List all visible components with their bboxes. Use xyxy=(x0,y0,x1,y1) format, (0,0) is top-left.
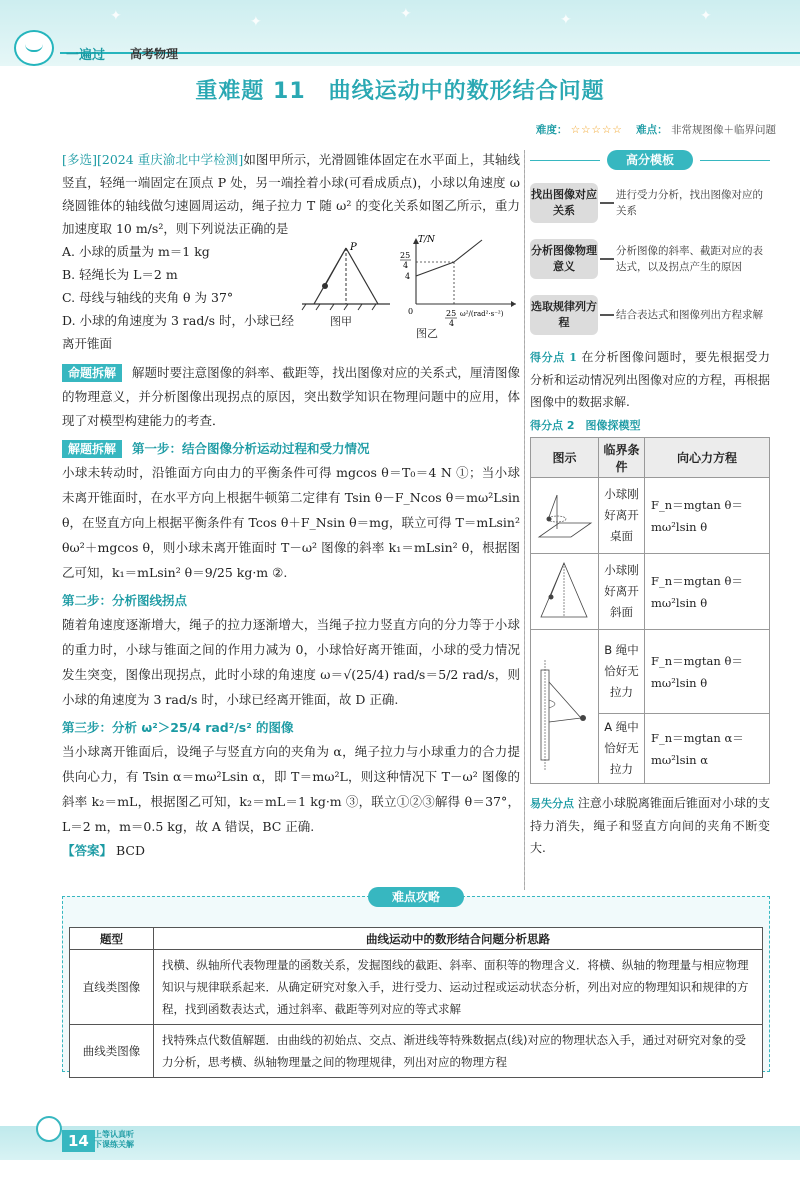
table-ball-diagram xyxy=(531,479,597,549)
footer-slogan-line2: 下课练关解 xyxy=(94,1140,134,1149)
proposition-text: 解题时要注意图像的斜率、截距等，找出图像对应的关系式，厘清图像的物理意义，并分析图像出现拐点的原因，突出数学知识在物理问题中的应用，体现了对模型构建能力的考查． xyxy=(62,365,520,428)
problem-statement xyxy=(62,148,520,240)
difficulty-stars: ☆☆☆☆☆ xyxy=(570,124,623,136)
difficulty-row xyxy=(536,122,776,137)
solution-tag: 解题拆解 xyxy=(62,440,122,458)
proposition-tag: 命题拆解 xyxy=(62,364,122,382)
model-condition: B 绳中恰好无拉力 xyxy=(599,630,645,714)
strategy-text: 找特殊点代数值解题．由曲线的初始点、交点、渐进线等特殊数据点(线)对应的物理状态入手，通过对研究对象的受力分析，思考横、纵轴物理量之间的物理规律，列出对应的物理方程 xyxy=(154,1025,763,1078)
model-row xyxy=(531,630,770,714)
step3-text: 当小球离开锥面后，设绳子与竖直方向的夹角为 α，绳子拉力与小球重力的合力提供向心力，有 Tsin α＝mω²Lsin α，即 T＝mω²L，则这种情况下 T－ω² 图像的斜率 k₂＝mL，根据图乙可知，k₂＝mL＝1 kg·m ③，联立①②③解得 θ＝37°，L＝2 m，m＝0.5 kg，故 A 错误，BC 正确. xyxy=(62,744,520,834)
graph-xtick-num: 25 xyxy=(446,309,457,318)
point-label: 难点： xyxy=(636,124,668,136)
model-condition: 小球刚好离开桌面 xyxy=(599,478,645,554)
option-c: C. 母线与轴线的夹角 θ 为 37° xyxy=(62,290,234,305)
graph-y-label: T/N xyxy=(418,235,435,245)
subject-name: 高考物理 xyxy=(130,47,179,61)
option-b: B. 轻绳长为 L＝2 m xyxy=(62,267,178,282)
template-rule-right xyxy=(700,160,770,161)
brand-name: 一遍过 xyxy=(66,48,106,63)
graph-ytick2: 4 xyxy=(405,272,411,281)
problem-tag: [多选][2024 重庆渝北中学检测] xyxy=(62,152,244,167)
model-row xyxy=(531,554,770,630)
graph-ytick1-den: 4 xyxy=(403,261,409,270)
figure-b-caption: 图乙 xyxy=(416,327,438,340)
column-divider xyxy=(524,150,525,890)
star-decoration: ✦ xyxy=(400,6,412,22)
option-d: D. 小球的角速度为 3 rad/s 时，小球已经离开锥面 xyxy=(62,313,294,351)
point-value: 非常规图像＋临界问题 xyxy=(671,124,776,136)
model-equation-line2: mω²lsin θ xyxy=(651,675,708,690)
flow-step-box: 分析图像物理意义 xyxy=(530,239,598,279)
mascot-icon xyxy=(36,1116,62,1142)
arrow-icon xyxy=(600,258,614,260)
problem-text: 如图甲所示，光滑圆锥体固定在水平面上，其轴线竖直，轻绳一端固定在顶点 P 处，另一端拴着小球(可看成质点)，小球以角速度 ω 绕圆锥体的轴线做匀速圆周运动，绳子拉力 T 随 ω² 的变化关系如图乙所示，重力加速度取 10 m/s²，则下列说法正确的是 xyxy=(62,152,520,236)
model-equation xyxy=(645,714,770,784)
step2-text: 随着角速度逐渐增大，绳子的拉力逐渐增大，当绳子拉力竖直方向的分力等于小球的重力时，小球与锥面之间的作用力减为 0，小球恰好离开锥面，小球的受力情况发生突变，图像出现拐点，此时小球的角速度 ω＝√(25/4) rad/s＝5/2 rad/s，则小球的角速度为 3 rad/s 时，小球已经离开锥面，故 D 正确. xyxy=(62,617,520,707)
easy-wrong-point xyxy=(530,792,770,859)
model-table-header: 临界条件 xyxy=(599,438,645,478)
answer-line xyxy=(62,839,520,862)
model-equation-line1: F_n＝mgtan θ＝ xyxy=(651,653,743,668)
flow-step-desc: 分析图像的斜率、截距对应的表达式，以及拐点产生的原因 xyxy=(616,245,763,273)
step2-title: 第二步：分析图线拐点 xyxy=(62,593,188,608)
flow-step-box: 选取规律列方程 xyxy=(530,295,598,335)
table-cone-diagram xyxy=(531,555,597,625)
figure-cone xyxy=(300,240,392,318)
strategy-header: 题型 xyxy=(70,928,154,950)
header-band xyxy=(0,0,800,66)
model-table-header: 图示 xyxy=(531,438,599,478)
score-point-2-head: 得分点 2 图像探模型 xyxy=(530,419,641,432)
model-equation-line2: mω²lsin θ xyxy=(651,519,708,534)
page-number: 14 xyxy=(62,1130,95,1152)
strategy-row xyxy=(70,1025,763,1078)
arrow-icon xyxy=(600,202,614,204)
star-decoration: ✦ xyxy=(560,12,572,28)
strategy-text: 找横、纵轴所代表物理量的函数关系，发掘图线的截距、斜率、面积等的物理含义．将横、纵轴的物理量与相应物理知识与规律联系起来．从确定研究对象入手，进行受力、运动过程或运动状态分析，列出对应的物理知识和规律的方程，找到函数表达式，通过斜率、截距等列对应的等式求解 xyxy=(154,950,763,1025)
page-title: 重难题 11 曲线运动中的数形结合问题 xyxy=(195,79,605,104)
flow-step xyxy=(530,178,770,228)
easy-wrong-head: 易失分点 xyxy=(530,797,575,810)
answer-value: BCD xyxy=(116,843,146,858)
sidebar xyxy=(530,150,770,859)
model-condition: A 绳中恰好无拉力 xyxy=(599,714,645,784)
figures xyxy=(300,235,522,340)
template-header xyxy=(530,150,770,170)
score-point-1-head: 得分点 1 xyxy=(530,351,577,364)
model-equation-line1: F_n＝mgtan α＝ xyxy=(651,730,744,745)
flow-step xyxy=(530,290,770,340)
strategy-title: 难点攻略 xyxy=(368,887,464,907)
model-diagram xyxy=(531,630,599,784)
footer-slogan-line1: 上等认真听 xyxy=(94,1130,134,1139)
model-row xyxy=(531,478,770,554)
graph-ytick1-num: 25 xyxy=(400,251,411,260)
main-column xyxy=(62,148,520,862)
star-decoration: ✦ xyxy=(700,8,712,24)
model-table-header: 向心力方程 xyxy=(645,438,770,478)
option-a: A. 小球的质量为 m＝1 kg xyxy=(62,244,210,259)
strategy-box xyxy=(62,890,770,1072)
mascot-logo-icon xyxy=(14,30,54,66)
model-equation xyxy=(645,554,770,630)
model-equation-line1: F_n＝mgtan θ＝ xyxy=(651,573,743,588)
model-equation xyxy=(645,478,770,554)
cone-apex-label: P xyxy=(350,242,357,253)
graph-xtick-den: 4 xyxy=(449,319,455,328)
step1-title: 第一步：结合图像分析运动过程和受力情况 xyxy=(132,441,370,456)
difficulty-label: 难度： xyxy=(535,124,568,136)
template-title: 高分模板 xyxy=(607,150,693,170)
flow-step xyxy=(530,234,770,284)
graph-origin: 0 xyxy=(408,307,414,316)
strategy-table xyxy=(69,927,763,1078)
table-rod-diagram xyxy=(531,630,597,780)
model-diagram xyxy=(531,478,599,554)
model-table xyxy=(530,437,770,784)
arrow-icon xyxy=(600,314,614,316)
star-decoration: ✦ xyxy=(110,8,122,24)
star-decoration: ✦ xyxy=(250,14,262,30)
model-equation-line2: mω²lsin α xyxy=(651,752,708,767)
solution-header xyxy=(62,437,520,460)
model-condition: 小球刚好离开斜面 xyxy=(599,554,645,630)
step3-title: 第三步：分析 ω²＞25/4 rad²/s² 的图像 xyxy=(62,720,294,735)
strategy-header: 曲线运动中的数形结合问题分析思路 xyxy=(154,928,763,950)
proposition-analysis xyxy=(62,361,520,433)
flow-step-desc: 结合表达式和图像列出方程求解 xyxy=(616,309,763,321)
model-equation-line1: F_n＝mgtan θ＝ xyxy=(651,497,743,512)
model-equation-line2: mω²lsin θ xyxy=(651,595,708,610)
score-point-1-text: 在分析图像问题时，要先根据受力分析和运动情况列出图像对应的方程，再根据图像中的数据求解. xyxy=(530,350,771,409)
strategy-row xyxy=(70,950,763,1025)
step1-text: 小球未转动时，沿锥面方向由力的平衡条件可得 mgcos θ＝T₀＝4 N ①；当小球未离开锥面时，在水平方向上根据牛顿第二定律有 Tsin θ－F_Ncos θ＝mω²Lsin θ，在竖直方向上根据平衡条件有 Tcos θ＋F_Nsin θ＝mg，联立可得 T＝mLsin² θω²＋mgcos θ，则小球未离开锥面时 T－ω² 图像的斜率 k₁＝mLsin² θ，根据图乙可知，k₁＝mLsin² θ＝9/25 kg·m ②. xyxy=(62,465,520,580)
footer-slogan xyxy=(94,1130,134,1150)
model-diagram xyxy=(531,554,599,630)
score-point-2 xyxy=(530,417,770,433)
flow-step-box: 找出图像对应关系 xyxy=(530,183,598,223)
score-point-1 xyxy=(530,346,770,413)
figure-a-caption: 图甲 xyxy=(330,315,352,328)
easy-wrong-text: 注意小球脱离锥面后锥面对小球的支持力消失，绳子和竖直方向间的夹角不断变大. xyxy=(530,796,770,855)
strategy-type: 直线类图像 xyxy=(70,950,154,1025)
answer-tag: 【答案】 xyxy=(62,843,113,858)
template-flow xyxy=(530,178,770,340)
strategy-type: 曲线类图像 xyxy=(70,1025,154,1078)
graph-x-label: ω²/(rad²·s⁻²) xyxy=(460,310,504,318)
template-rule-left xyxy=(530,160,600,161)
options-block xyxy=(62,235,520,355)
model-equation xyxy=(645,630,770,714)
flow-step-desc: 进行受力分析，找出图像对应的关系 xyxy=(616,189,763,217)
